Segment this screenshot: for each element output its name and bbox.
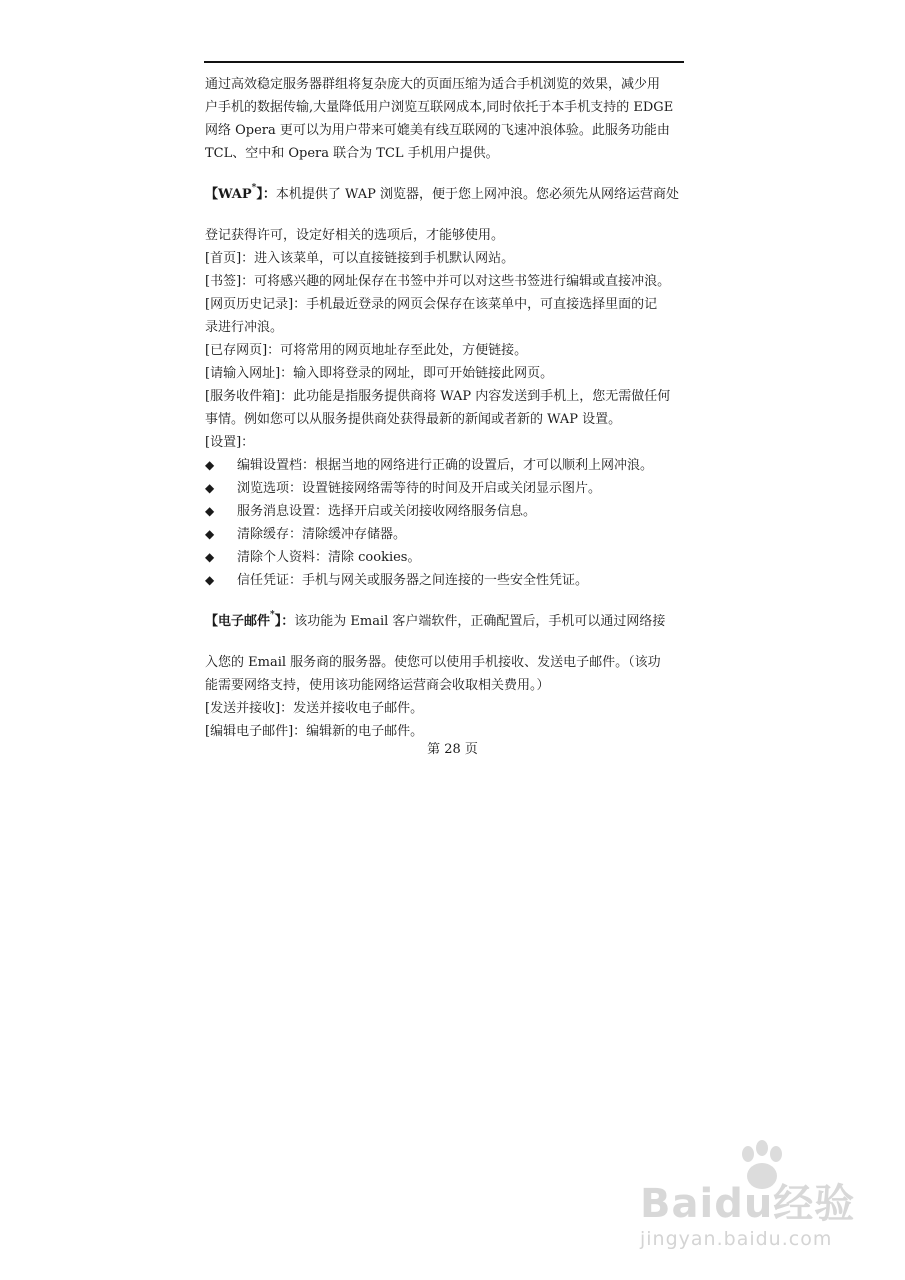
wap-item: 录进行冲浪。 [205,320,284,335]
wap-item: 事情。例如您可以从服务提供商处获得最新的新闻或者新的 WAP 设置。 [205,412,622,427]
settings-bullet [205,500,690,523]
wap-item: [服务收件箱]：此功能是指服务提供商将 WAP 内容发送到手机上，您无需做任何 [205,389,671,404]
header-rule [204,61,684,63]
email-section-heading [205,610,690,633]
bullet-text: 浏览选项：设置链接网络需等待的时间及开启或关闭显示图片。 [237,481,602,496]
wap-item: [请输入网址]：输入即将登录的网址，即可开始链接此网页。 [205,366,554,381]
email-intro: 该功能为 Email 客户端软件，正确配置后，手机可以通过网络接 [294,614,666,629]
wap-intro-cont: 登记获得许可，设定好相关的选项后，才能够使用。 [205,228,505,243]
wap-item: [书签]：可将感兴趣的网址保存在书签中并可以对这些书签进行编辑或直接冲浪。 [205,274,671,289]
email-intro-cont: 入您的 Email 服务商的服务器。使您可以使用手机接收、发送电子邮件。（该功 [205,655,661,670]
watermark-logo-text: Baidu经验 [640,1181,856,1227]
diamond-bullet-icon: ◆ [205,481,215,495]
bullet-text: 信任凭证：手机与网关或服务器之间连接的一些安全性凭证。 [237,573,589,588]
diamond-bullet-icon: ◆ [205,504,215,518]
email-item: [发送并接收]：发送并接收电子邮件。 [205,701,424,716]
bullet-text: 清除缓存：清除缓冲存储器。 [237,527,407,542]
bullet-text: 编辑设置档：根据当地的网络进行正确的设置后，才可以顺利上网冲浪。 [237,458,654,473]
watermark-url: jingyan.baidu.com [640,1228,833,1250]
asterisk-mark: * [251,183,257,193]
asterisk-mark: * [270,610,275,620]
bullet-text: 服务消息设置：选择开启或关闭接收网络服务信息。 [237,504,537,519]
bullet-text: 清除个人资料：清除 cookies。 [237,550,421,565]
wap-item: [网页历史记录]：手机最近登录的网页会保存在该菜单中，可直接选择里面的记 [205,297,658,312]
wap-item: [已存网页]：可将常用的网页地址存至此处，方便链接。 [205,343,528,358]
email-intro-cont: 能需要网络支持，使用该功能网络运营商会收取相关费用。） [205,678,550,693]
wap-item: [设置]： [205,435,255,450]
diamond-bullet-icon: ◆ [205,550,215,564]
intro-line: 网络 Opera 更可以为用户带来可媲美有线互联网的飞速冲浪体验。此服务功能由 [205,123,670,138]
intro-line: 通过高效稳定服务器群组将复杂庞大的页面压缩为适合手机浏览的效果，减少用 [205,77,661,92]
settings-bullet [205,523,690,546]
diamond-bullet-icon: ◆ [205,573,215,587]
email-item: [编辑电子邮件]：编辑新的电子邮件。 [205,724,424,739]
page-number: 第 28 页 [427,742,478,757]
wap-item: [首页]：进入该菜单，可以直接链接到手机默认网站。 [205,251,515,266]
page-content [205,73,690,743]
email-title: 【电子邮件*】： [205,610,295,629]
baidu-jingyan-watermark [640,1140,880,1270]
diamond-bullet-icon: ◆ [205,527,215,541]
intro-line: TCL、空中和 Opera 联合为 TCL 手机用户提供。 [205,146,499,161]
intro-line: 户手机的数据传输,大量降低用户浏览互联网成本,同时依托于本手机支持的 EDGE [205,100,674,115]
settings-bullet [205,477,690,500]
diamond-bullet-icon: ◆ [205,458,215,472]
settings-bullet [205,569,690,592]
wap-title: 【WAP*】： [205,183,276,202]
wap-intro: 本机提供了 WAP 浏览器，便于您上网冲浪。您必须先从网络运营商处 [275,187,679,202]
wap-section-heading [205,183,690,206]
settings-bullet [205,546,690,569]
settings-bullet [205,454,690,477]
